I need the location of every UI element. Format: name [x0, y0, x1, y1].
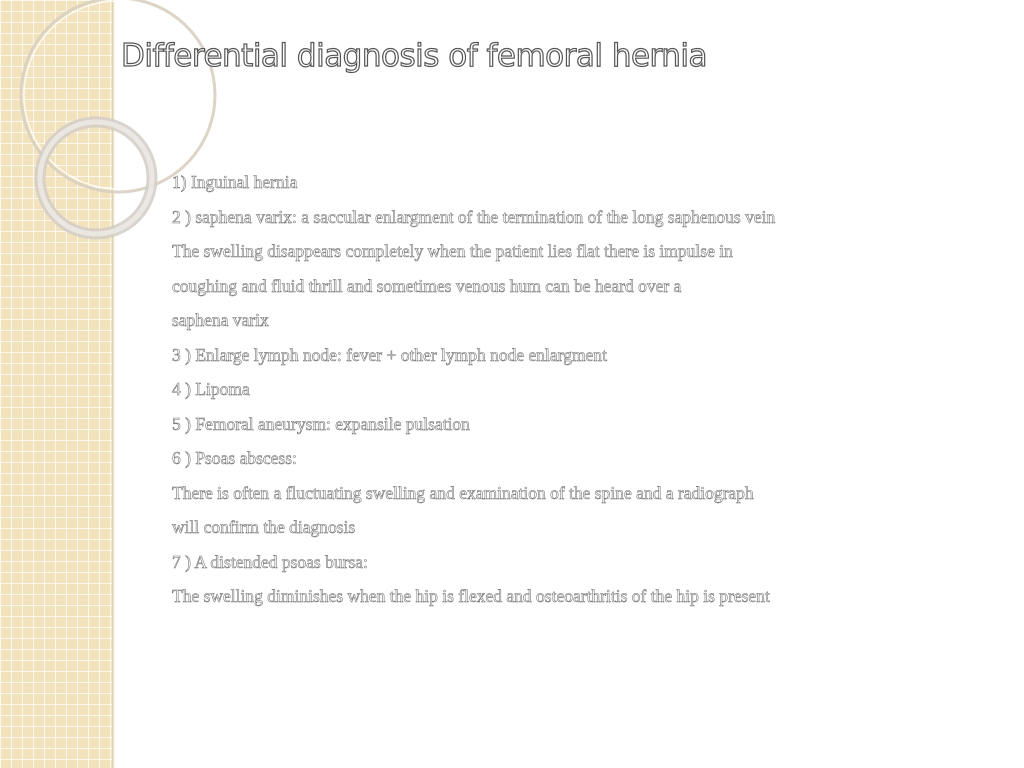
saphena-varix-description-line: coughing and fluid thrill and sometimes venous hum can be heard over a: [172, 275, 682, 296]
psoas-abscess-description-line: There is often a fluctuating swelling and examination of the spine and a radiograph: [172, 482, 754, 503]
list-item-psoas-abscess: 6 ) Psoas abscess:: [172, 448, 297, 468]
list-item-enlarged-lymph-node: 3 ) Enlarge lymph node: fever + other lymph node enlargment: [172, 344, 607, 365]
list-item-psoas-bursa: 7 ) A distended psoas bursa:: [172, 551, 368, 572]
psoas-abscess-description-line: will confirm the diagnosis: [172, 517, 356, 537]
sidebar-edge-shadow: [112, 0, 115, 768]
psoas-bursa-description-line: The swelling diminishes when the hip is flexed and osteoarthritis of the hip is present: [172, 586, 770, 606]
saphena-varix-description-line: saphena varix: [172, 310, 269, 330]
slide-body: [172, 168, 1002, 617]
list-item-inguinal-hernia: 1) Inguinal hernia: [172, 172, 298, 192]
sidebar-grid-background: [0, 0, 112, 768]
list-item-femoral-aneurysm: 5 ) Femoral aneurysm: expansile pulsation: [172, 413, 470, 434]
list-item-lipoma: 4 ) Lipoma: [172, 379, 250, 399]
saphena-varix-description-line: The swelling disappears completely when the patient lies flat there is impulse in: [172, 241, 733, 261]
slide-title: Differential diagnosis of femoral hernia: [121, 38, 708, 74]
list-item-saphena-varix: 2 ) saphena varix: a saccular enlargment of the termination of the long saphenous vein: [172, 206, 776, 227]
